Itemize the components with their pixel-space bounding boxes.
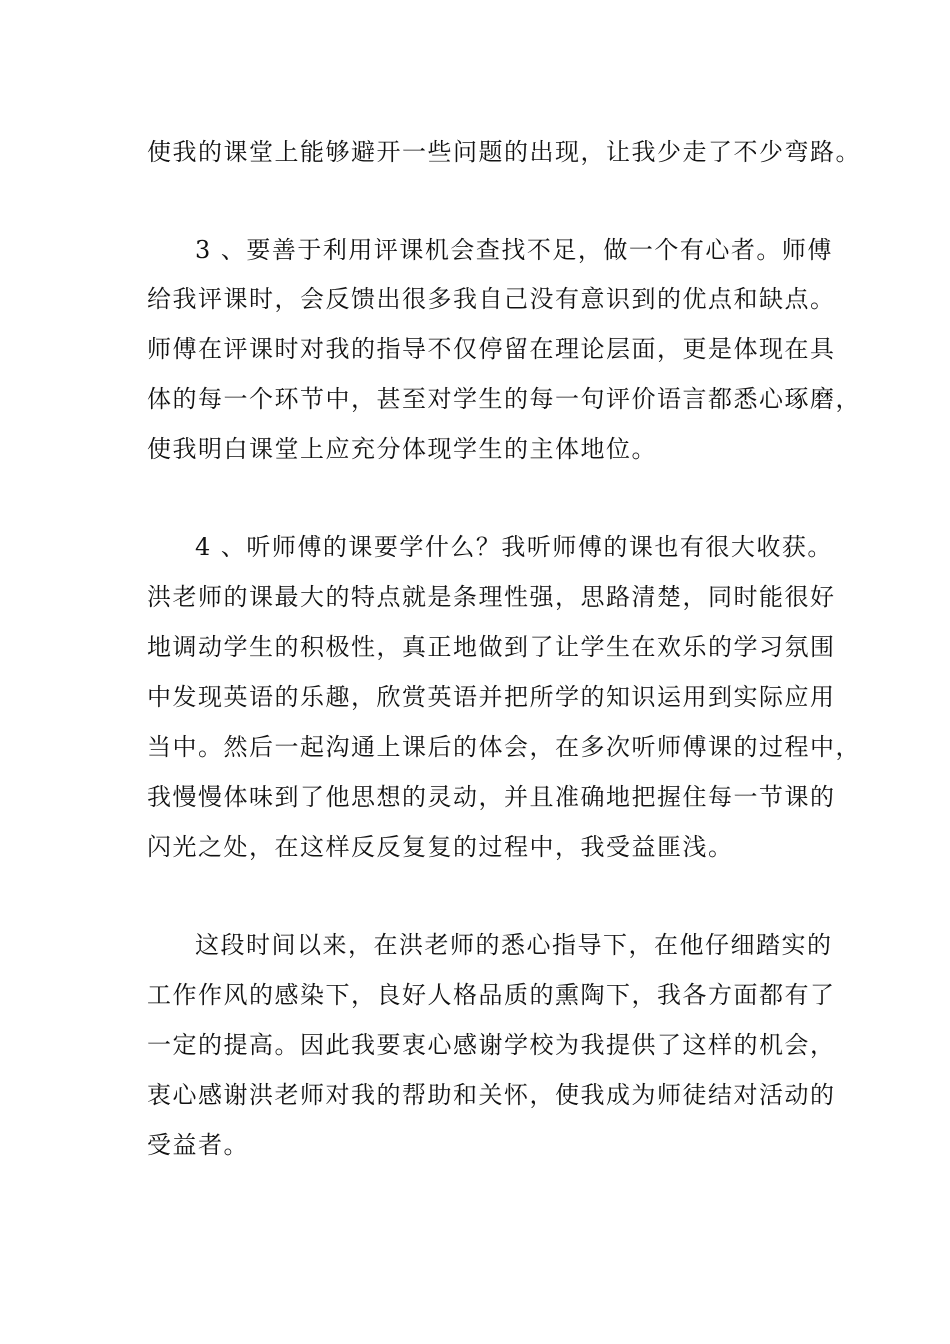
paragraph-4-line-3: 一定的提高。因此我要衷心感谢学校为我提供了这样的机会，	[147, 1031, 836, 1059]
paragraph-3-line-4: 中发现英语的乐趣，欣赏英语并把所学的知识运用到实际应用	[147, 683, 836, 711]
paragraph-3-line-3: 地调动学生的积极性，真正地做到了让学生在欢乐的学习氛围	[147, 633, 836, 661]
paragraph-2-line-3: 师傅在评课时对我的指导不仅停留在理论层面，更是体现在具	[147, 335, 836, 363]
paragraph-3-line-2: 洪老师的课最大的特点就是条理性强，思路清楚，同时能很好	[147, 583, 836, 611]
paragraph-3-line-7: 闪光之处，在这样反反复复的过程中，我受益匪浅。	[147, 833, 734, 861]
paragraph-3-line-6: 我慢慢体味到了他思想的灵动，并且准确地把握住每一节课的	[147, 783, 836, 811]
paragraph-2-line-1: 3 、要善于利用评课机会查找不足，做一个有心者。师傅	[195, 236, 833, 264]
paragraph-2-line-4: 体的每一个环节中，甚至对学生的每一句评价语言都悉心琢磨，	[147, 385, 861, 413]
paragraph-4-line-2: 工作作风的感染下，良好人格品质的熏陶下，我各方面都有了	[147, 981, 836, 1009]
paragraph-4-line-1: 这段时间以来，在洪老师的悉心指导下，在他仔细踏实的	[195, 931, 833, 959]
paragraph-3-line-5: 当中。然后一起沟通上课后的体会，在多次听师傅课的过程中，	[147, 733, 861, 761]
paragraph-3-line-1: 4 、听师傅的课要学什么？我听师傅的课也有很大收获。	[195, 533, 833, 561]
paragraph-1-line-1: 使我的课堂上能够避开一些问题的出现，让我少走了不少弯路。	[147, 138, 861, 166]
paragraph-2-line-2: 给我评课时，会反馈出很多我自己没有意识到的优点和缺点。	[147, 285, 836, 313]
paragraph-2-line-5: 使我明白课堂上应充分体现学生的主体地位。	[147, 435, 657, 463]
paragraph-4-line-4: 衷心感谢洪老师对我的帮助和关怀，使我成为师徒结对活动的	[147, 1081, 836, 1109]
paragraph-4-line-5: 受益者。	[147, 1131, 249, 1159]
